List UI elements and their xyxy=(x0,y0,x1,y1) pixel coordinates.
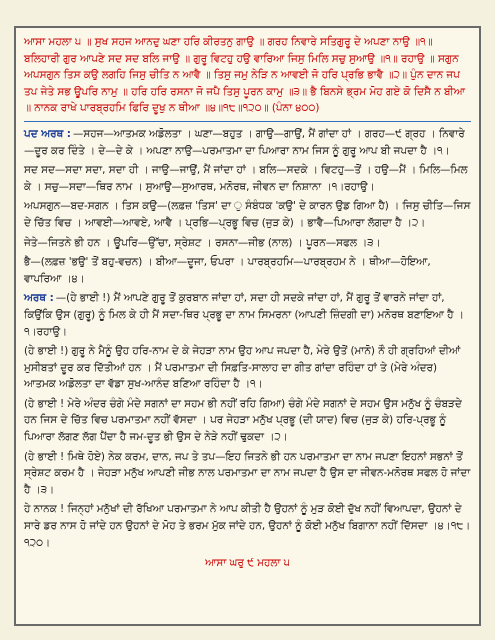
padarth-paragraph-3: ਅਪਸਗੁਨ—ਬਦ-ਸਗਨ । ਤਿਸ ਕਉ—(ਲਫ਼ਜ਼ 'ਤਿਸ' ਦਾ ੁ ਸੰਬੰਧਕ 'ਕਉ' ਦੇ ਕਾਰਨ ਉਡ ਗਿਆ ਹੈ) । ਜਿਸੁ ਚੀਤਿ—ਜਿਸ ਦੇ ਚਿੱਤ ਵਿਚ । ਆਵਈ—ਆਵਏ, ਆਵੈ । ਪ੍ਰਭਿ—ਪ੍ਰਭੂ ਵਿਚ (ਜੁੜ ਕੇ) । ਭਾਵੈ—ਪਿਆਰਾ ਲੱਗਦਾ ਹੈ ।੨। xyxy=(24,200,471,229)
arth-paragraph-4: (ਹੇ ਭਾਈ ! ਮਿਥੇ ਹੋਏ) ਨੇਕ ਕਰਮ, ਦਾਨ, ਜਪ ਤੇ ਤਪ—ਇਹ ਜਿਤਨੇ ਭੀ ਹਨ ਪਰਮਾਤਮਾ ਦਾ ਨਾਮ ਜਪਣਾ ਇਹਨਾਂ ਸਭਨਾਂ ਤੋਂ ਸ੍ਰੇਸ਼ਟ ਕਰਮ ਹੈ । ਜੇਹੜਾ ਮਨੁੱਖ ਆਪਣੀ ਜੀਭ ਨਾਲ ਪਰਮਾਤਮਾ ਦਾ ਨਾਮ ਜਪਦਾ ਹੈ ਉਸ ਦਾ ਜੀਵਨ-ਮਨੋਰਥ ਸਫਲ ਹੋ ਜਾਂਦਾ ਹੈ ।੩। xyxy=(24,450,471,496)
padarth-label: ਪਦ ਅਰਥ : xyxy=(24,127,71,140)
next-shabad-heading: ਆਸਾ ਘਰੁ ੯ ਮਹਲਾ ੫ xyxy=(205,557,290,570)
arth-paragraph-5: ਹੇ ਨਾਨਕ ! ਜਿਨ੍ਹਾਂ ਮਨੁੱਖਾਂ ਦੀ ਰੱਖਿਆ ਪਰਮਾਤਮਾ ਨੇ ਆਪ ਕੀਤੀ ਹੈ ਉਹਨਾਂ ਨੂੰ ਮੁੜ ਕੋਈ ਦੁੱਖ ਨਹੀਂ ਵਿਆਪਦਾ, ਉਹਨਾਂ ਦੇ ਸਾਰੇ ਡਰ ਨਾਸ ਹੋ ਜਾਂਦੇ ਹਨ ਉਹਨਾਂ ਦੇ ਮੋਹ ਤੇ ਭਰਮ ਮੁੱਕ ਜਾਂਦੇ ਹਨ, ਉਹਨਾਂ ਨੂੰ ਕੋਈ ਮਨੁੱਖ ਬਿਗਾਨਾ ਨਹੀਂ ਦਿੱਸਦਾ ।੪।੧੮।੧੨੦। xyxy=(24,503,471,549)
padarth-paragraph-1 xyxy=(24,126,471,159)
arth-label: ਅਰਥ : xyxy=(24,292,54,305)
arth-paragraph-2: (ਹੇ ਭਾਈ !) ਗੁਰੂ ਨੇ ਮੈਨੂੰ ਉਹ ਹਰਿ-ਨਾਮ ਦੇ ਕੇ ਜੇਹੜਾ ਨਾਮ ਉਹ ਆਪ ਜਪਦਾ ਹੈ, ਮੇਰੇ ਉਤੋਂ (ਮਾਨੋ) ਨੌ ਹੀ ਗ੍ਰਹਿਆਂ ਦੀਆਂ ਮੁਸੀਬਤਾਂ ਦੂਰ ਕਰ ਦਿੱਤੀਆਂ ਹਨ । ਮੈਂ ਪਰਮਾਤਮਾ ਦੀ ਸਿਫ਼ਤਿ-ਸਾਲਾਹ ਦਾ ਗੀਤ ਗਾਂਦਾ ਰਹਿੰਦਾ ਹਾਂ ਤੇ (ਮੇਰੇ ਅੰਦਰ) ਆਤਮਕ ਅਡੋਲਤਾ ਦਾ ਵੱਡਾ ਸੁਖ-ਆਨੰਦ ਬਣਿਆ ਰਹਿੰਦਾ ਹੈ ।੧। xyxy=(24,345,461,391)
padarth-paragraph-4: ਜੇਤੇ—ਜਿਤਨੇ ਭੀ ਹਨ । ਊਪਰਿ—ਉੱਚਾ, ਸ੍ਰੇਸ਼ਟ । ਰਸਨਾ—ਜੀਭ (ਨਾਲ) । ਪੂਰਨ—ਸਫਲ ।੩। xyxy=(24,236,381,249)
arth-text-1: —(ਹੇ ਭਾਈ !) ਮੈਂ ਆਪਣੇ ਗੁਰੂ ਤੋਂ ਕੁਰਬਾਨ ਜਾਂਦਾ ਹਾਂ, ਸਦਾ ਹੀ ਸਦਕੇ ਜਾਂਦਾ ਹਾਂ, ਮੈਂ ਗੁਰੂ ਤੋਂ ਵਾਰਨੇ ਜਾਂਦਾ ਹਾਂ, ਕਿਉਂਕਿ ਉਸ (ਗੁਰੂ) ਨੂੰ ਮਿਲ ਕੇ ਹੀ ਮੈਂ ਸਦਾ-ਥਿਰ ਪ੍ਰਭੂ ਦਾ ਨਾਮ ਸਿਮਰਨਾ (ਆਪਣੀ ਜ਼ਿੰਦਗੀ ਦਾ) ਮਨੋਰਥ ਬਣਾਇਆ ਹੈ ।੧।ਰਹਾਉ। xyxy=(24,292,464,338)
padarth-text-1: —ਸਹਜ—ਆਤਮਕ ਅਡੋਲਤਾ । ਘਣਾ—ਬਹੁਤ । ਗਾਉ—ਗਾਉਂ, ਮੈਂ ਗਾਂਦਾ ਹਾਂ । ਗਰਹ—੯ ਗ੍ਰਹ । ਨਿਵਾਰੇ—ਦੂਰ ਕਰ ਦਿੰਤੇ । ਦੇ—ਦੇ ਕੇ । ਅਪਣਾ ਨਾਉ—ਪਰਮਾਤਮਾ ਦਾ ਪਿਆਰਾ ਨਾਮ ਜਿਸ ਨੂੰ ਗੁਰੂ ਆਪ ਬੀ ਜਪਦਾ ਹੈ ।੧। xyxy=(24,127,465,157)
padarth-paragraph-2: ਸਦ ਸਦ—ਸਦਾ ਸਦਾ, ਸਦਾ ਹੀ । ਜਾਉ—ਜਾਉਂ, ਮੈਂ ਜਾਂਦਾ ਹਾਂ । ਬਲਿ—ਸਦਕੇ । ਵਿਟਹੁ—ਤੋਂ । ਹਉ—ਮੈਂ । ਮਿਲਿ—ਮਿਲ ਕੇ । ਸਚੁ—ਸਦਾ—ਥਿਰ ਨਾਮ । ਸੁਆਉ—ਸੁਆਰਥ, ਮਨੋਰਥ, ਜੀਵਨ ਦਾ ਨਿਸ਼ਾਨਾ ।੧।ਰਹਾਉ। xyxy=(24,164,468,193)
arth-paragraph-1 xyxy=(24,290,471,340)
verse-text: ਆਸਾ ਮਹਲਾ ੫ ॥ ਸੁਖ ਸਹਜ ਆਨਦੁ ਘਣਾ ਹਰਿ ਕੀਰਤਨੁ ਗਾਉ ॥ ਗਰਹ ਨਿਵਾਰੇ ਸਤਿਗੁਰੂ ਦੇ ਅਪਣਾ ਨਾਉ ॥੧॥ ਬਲਿਹਾਰੀ ਗੁਰ ਆਪਣੇ ਸਦ ਸਦ ਬਲਿ ਜਾਉ ॥ ਗੁਰੂ ਵਿਟਹੁ ਹਉ ਵਾਰਿਆ ਜਿਸੁ ਮਿਲਿ ਸਚੁ ਸੁਆਉ ॥੧॥ ਰਹਾਉ ॥ ਸਗੁਨ ਅਪਸਗੁਨ ਤਿਸ ਕਉ ਲਗਹਿ ਜਿਸੁ ਚੀਤਿ ਨ ਆਵੈ ॥ ਤਿਸੁ ਜਮੁ ਨੇੜਿ ਨ ਆਵਈ ਜੋ ਹਰਿ ਪ੍ਰਭਿ ਭਾਵੈ ॥੨॥ ਪੁੰਨ ਦਾਨ ਜਪ ਤਪ ਜੇਤੇ ਸਭ ਊਪਰਿ ਨਾਮੁ ॥ ਹਰਿ ਹਰਿ ਰਸਨਾ ਜੋ ਜਪੈ ਤਿਸੁ ਪੂਰਨ ਕਾਮੁ ॥੩॥ ਭੈ ਬਿਨਸੇ ਭ੍ਰਮ ਮੋਹ ਗਏ ਕੋ ਦਿਸੈ ਨ ਬੀਆ ॥ ਨਾਨਕ ਰਾਖੇ ਪਾਰਬ੍ਰਹਮਿ ਫਿਰਿ ਦੂਖੁ ਨ ਥੀਆ ॥੪॥੧੮॥੧੨੦॥ (ਪੰਨਾ ੪੦੦) xyxy=(24,36,465,115)
document-page xyxy=(14,26,481,626)
divider xyxy=(24,121,471,122)
arth-paragraph-3: (ਹੇ ਭਾਈ ! ਮੇਰੇ ਅੰਦਰ ਚੰਗੇ ਮੰਦੇ ਸਗਨਾਂ ਦਾ ਸਹਮ ਭੀ ਨਹੀਂ ਰਹਿ ਗਿਆ) ਚੰਗੇ ਮੰਦੇ ਸਗਨਾਂ ਦੇ ਸਹਮ ਉਸ ਮਨੁੱਖ ਨੂੰ ਚੰਬੜਦੇ ਹਨ ਜਿਸ ਦੇ ਚਿੱਤ ਵਿਚ ਪਰਮਾਤਮਾ ਨਹੀਂ ਵੱਸਦਾ । ਪਰ ਜੇਹੜਾ ਮਨੁੱਖ ਪ੍ਰਭੂ (ਦੀ ਯਾਦ) ਵਿਚ (ਜੁੜ ਕੇ) ਹਰਿ-ਪ੍ਰਭੂ ਨੂੰ ਪਿਆਰਾ ਲੱਗਣ ਲੱਗ ਪੈਂਦਾ ਹੈ ਜਮ-ਦੂਤ ਭੀ ਉਸ ਦੇ ਨੇੜੇ ਨਹੀਂ ਢੁਕਦਾ ।੨। xyxy=(24,397,462,444)
padarth-paragraph-5: ਭੈ—(ਲਫ਼ਜ਼ 'ਭਉ' ਤੋਂ ਬਹੁ-ਵਚਨ) । ਬੀਆ—ਦੂਜਾ, ਓਪਰਾ । ਪਾਰਬ੍ਰਹਮਿ—ਪਾਰਬ੍ਰਹਮ ਨੇ । ਥੀਆ—ਹੋਇਆ, ਵਾਪਰਿਆ ।੪। xyxy=(24,256,431,285)
